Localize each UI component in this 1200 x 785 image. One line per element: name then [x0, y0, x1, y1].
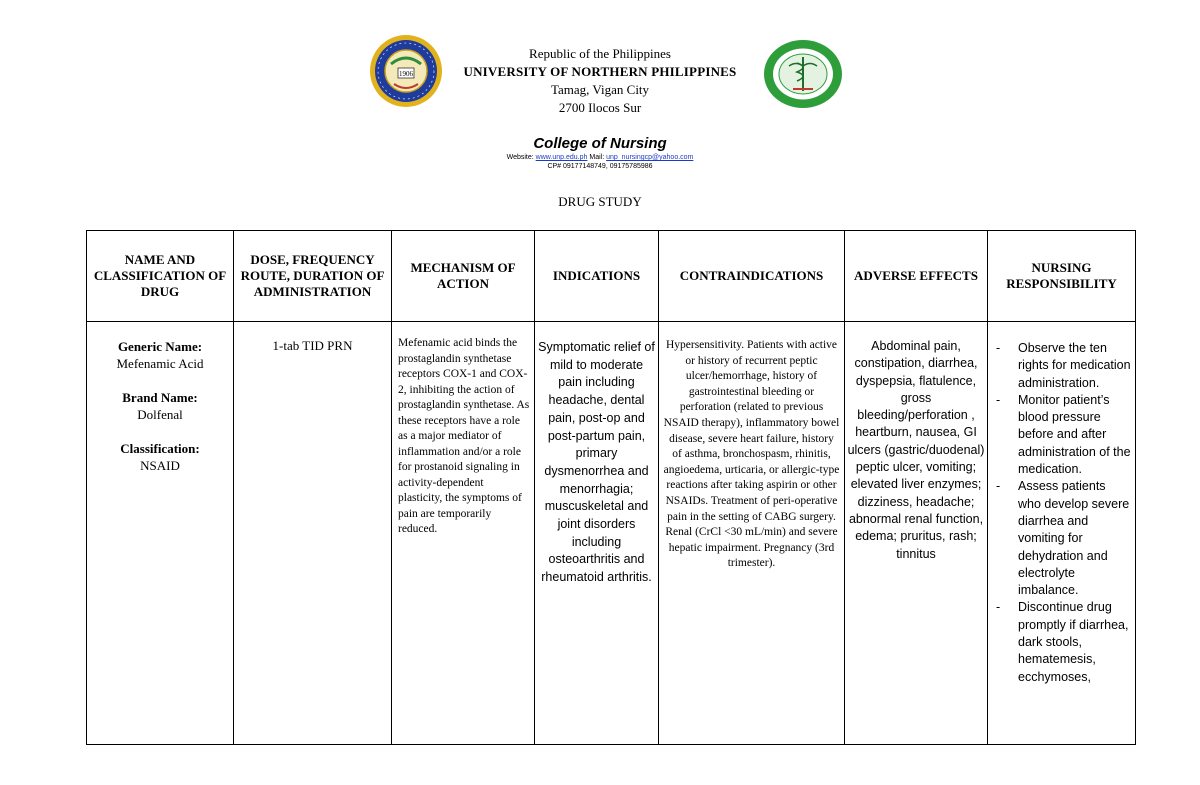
- website-label: Website:: [506, 154, 534, 161]
- list-item: - Discontinue drug promptly if diarrhea, dark stools, hematemesis, ecchymoses,: [996, 599, 1131, 685]
- table-header-row: [87, 231, 1136, 322]
- header-indications: INDICATIONS: [535, 231, 659, 322]
- header-dose: DOSE, FREQUENCY ROUTE, DURATION OF ADMINISTRATION: [234, 231, 392, 322]
- cell-name-classification: [87, 322, 234, 745]
- brand-name-value: Dolfenal: [137, 407, 183, 422]
- list-item: - Monitor patient’s blood pressure before and after administration of the medication.: [996, 392, 1131, 478]
- brand-name-label: Brand Name:: [122, 390, 198, 405]
- logo-left-year: 1906: [399, 70, 413, 78]
- cell-indications: Symptomatic relief of mild to moderate pain including headache, dental pain, post-op and post-partum pain, primary dysmenorrhea and menorrhagia; muscuskeletal and joint disorders including osteoarthritis and rheumatoid arthritis.: [535, 322, 659, 745]
- list-item: - Assess patients who develop severe diarrhea and vomiting for dehydration and electrolyte imbalance.: [996, 478, 1131, 599]
- header-republic: Republic of the Philippines: [529, 46, 671, 61]
- document-title: DRUG STUDY: [558, 194, 642, 209]
- header-nursing-responsibility: NURSING RESPONSIBILITY: [988, 231, 1136, 322]
- header-address-line2: 2700 Ilocos Sur: [558, 100, 642, 115]
- header-adverse-effects: ADVERSE EFFECTS: [845, 231, 988, 322]
- generic-name-label: Generic Name:: [117, 339, 203, 354]
- cell-nursing-responsibility: [988, 322, 1136, 745]
- classification-label: Classification:: [120, 441, 200, 456]
- cell-mechanism: Mefenamic acid binds the prostaglandin synthetase receptors COX-1 and COX-2, inhibiting the action of prostaglandin synthetase. As these receptors have a role as a major mediator of inflammation and/or a role for prostanoid signaling in activity-dependent plasticity, the symptoms of pain are temporarily reduced.: [392, 322, 535, 745]
- header-cp-numbers: CP# 09177148749, 09175785986: [547, 163, 653, 170]
- list-item: - Observe the ten rights for medication administration.: [996, 340, 1131, 392]
- website-link[interactable]: www.unp.edu.ph: [535, 154, 588, 161]
- classification-value: NSAID: [140, 458, 180, 473]
- cell-adverse-effects: Abdominal pain, constipation, diarrhea, dyspepsia, flatulence, gross bleeding/perforation , heartburn, nausea, GI ulcers (gastric/duodenal) peptic ulcer, vomiting; elevated liver enzymes; dizziness, headache; abnormal renal function, edema; pruritus, rash; tinnitus: [845, 322, 988, 745]
- cell-dose: 1-tab TID PRN: [234, 322, 392, 745]
- header-address-line1: Tamag, Vigan City: [550, 82, 650, 97]
- table-row: [87, 322, 1136, 745]
- header-college-name: College of Nursing: [533, 135, 667, 152]
- generic-name-value: Mefenamic Acid: [116, 356, 204, 371]
- header-contraindications: CONTRAINDICATIONS: [659, 231, 845, 322]
- mail-label: Mail:: [589, 154, 605, 161]
- header-name-classification: NAME AND CLASSIFICATION OF DRUG: [87, 231, 234, 322]
- cell-contraindications: Hypersensitivity. Patients with active or history of recurrent peptic ulcer/hemorrhage, history of gastrointestinal bleeding or perforation (related to previous NSAID therapy), inflammatory bowel disease, severe heart failure, history of asthma, bronchospasm, rhinitis, angioedema, urticaria, or allergic-type reactions after taking aspirin or other NSAIDs. Treatment of peri-operative pain in the setting of CABG surgery. Renal (CrCl <30 mL/min) and severe hepatic impairment. Pregnancy (3rd trimester).: [659, 322, 845, 745]
- header-contact-line: [0, 154, 1200, 161]
- header-university-name: UNIVERSITY OF NORTHERN PHILIPPINES: [463, 64, 737, 79]
- drug-study-table: [86, 230, 1136, 745]
- header-mechanism: MECHANISM OF ACTION: [392, 231, 535, 322]
- nursing-list: [996, 340, 1131, 686]
- mail-link[interactable]: unp_nursingcp@yahoo.com: [606, 154, 694, 161]
